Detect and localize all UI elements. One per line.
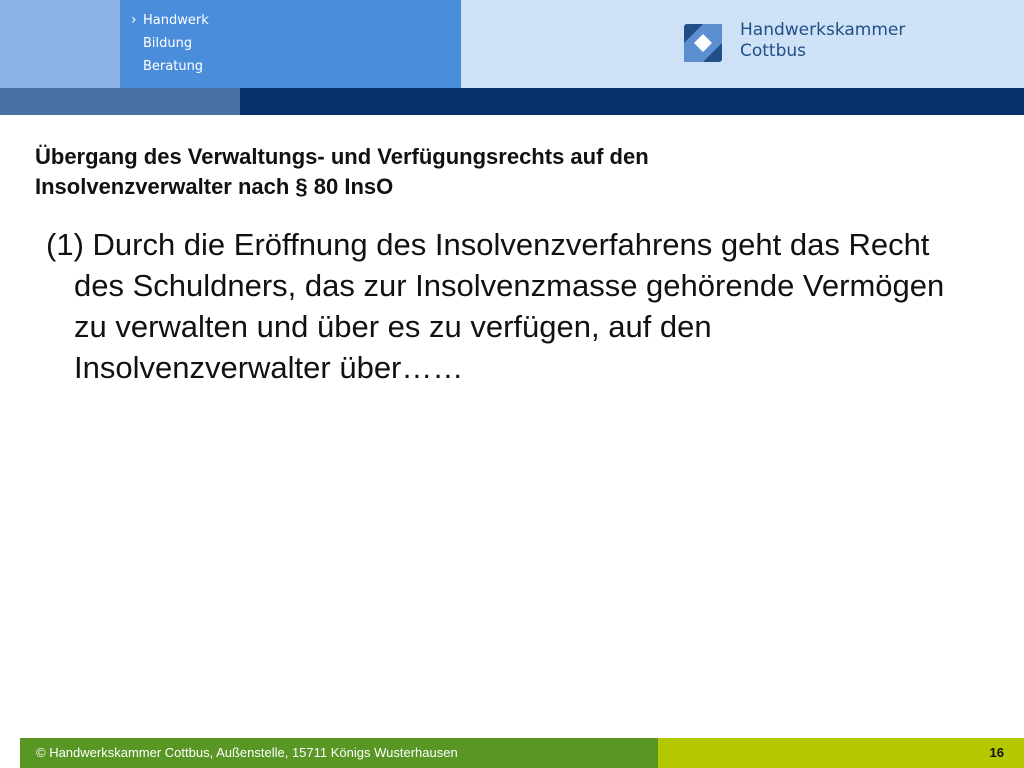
nav-item-label: Handwerk — [143, 13, 209, 28]
slide-title-line-1: Übergang des Verwaltungs- und Verfügungsrechts auf den — [35, 144, 649, 169]
chevron-right-icon: › — [131, 12, 137, 28]
nav-item-label: Beratung — [143, 59, 204, 74]
header-nav — [131, 9, 209, 78]
nav-item-label: Bildung — [143, 36, 193, 51]
footer-bar-lime — [658, 738, 1024, 768]
slide-body — [46, 224, 946, 388]
slide-paragraph: (1) Durch die Eröffnung des Insolvenzverfahrens geht das Recht des Schuldners, das zur Insolvenzmasse gehörende Vermögen zu verwalten und über es zu verfügen, auf den Insolvenzverwalter über…… — [46, 227, 945, 385]
brand-line-2: Cottbus — [740, 41, 807, 61]
slide-title-line-2: Insolvenzverwalter nach § 80 InsO — [35, 174, 394, 199]
header-band-light — [0, 88, 240, 115]
header-block-left — [0, 0, 120, 88]
nav-item-handwerk[interactable] — [131, 9, 209, 32]
hwk-logo-icon — [684, 24, 722, 62]
slide-title — [35, 142, 935, 202]
brand-line-1: Handwerkskammer — [740, 20, 906, 40]
page-number: 16 — [989, 745, 1004, 760]
brand-name — [740, 20, 905, 62]
footer-copyright: © Handwerkskammer Cottbus, Außenstelle, 15711 Königs Wusterhausen — [36, 745, 458, 760]
nav-item-bildung[interactable] — [131, 32, 209, 55]
header-band-dark — [240, 88, 1024, 115]
nav-item-beratung[interactable] — [131, 55, 209, 78]
